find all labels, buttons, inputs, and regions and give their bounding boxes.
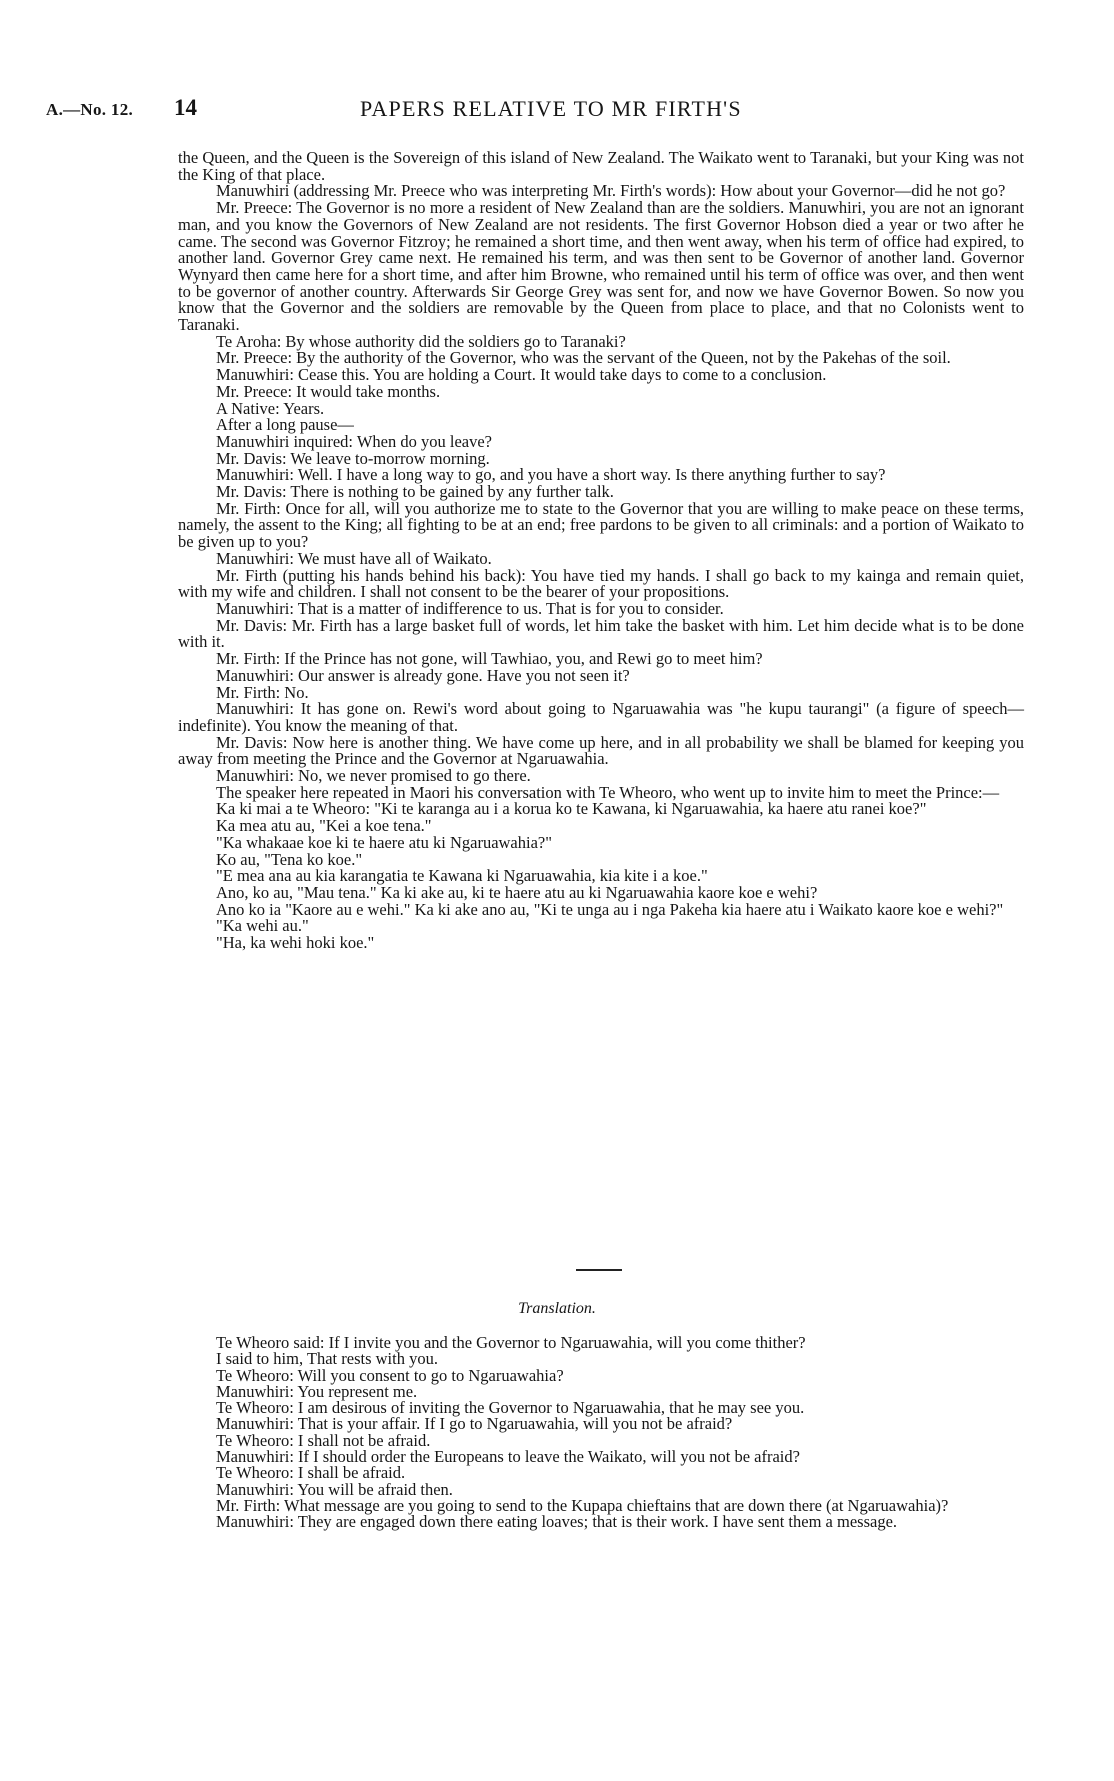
paragraph: Manuwhiri: That is a matter of indifference to us. That is for you to consider. — [216, 598, 724, 618]
paragraph: Manuwhiri: It has gone on. Rewi's word about going to Ngaruawahia was "he kupu taurangi" (a figure of speech—indefinite). You know the meaning of that. — [178, 699, 1024, 735]
paragraph: Ano ko ia "Kaore au e wehi." Ka ki ake ano au, "Ki te unga au i nga Pakeha kia haere atu i Waikato kaore koe e wehi?" — [216, 899, 1004, 919]
translation-paragraph: Te Wheoro: Will you consent to go to Ngaruawahia? — [216, 1365, 564, 1385]
paragraph: the Queen, and the Queen is the Sovereign of this island of New Zealand. The Waikato went to Taranaki, but your King was not the King of that place. — [178, 148, 1024, 184]
paragraph: "Ka whakaae koe ki te haere atu ki Ngaruawahia?" — [216, 832, 552, 852]
paragraph: Manuwhiri: Well. I have a long way to go, and you have a short way. Is there anything further to say? — [216, 465, 886, 485]
paragraph: Manuwhiri (addressing Mr. Preece who was interpreting Mr. Firth's words): How about your Governor—did he not go? — [216, 181, 1006, 201]
paragraph: Manuwhiri: No, we never promised to go there. — [216, 766, 531, 786]
paragraph: Mr. Davis: Now here is another thing. We have come up here, and in all probability we shall be blamed for keeping you away from meeting the Prince and the Governor at Ngaruawahia. — [178, 732, 1024, 769]
translation-paragraph: Mr. Firth: What message are you going to send to the Kupapa chieftains that are down there (at Ngaruawahia)? — [216, 1495, 949, 1515]
translation-paragraph: Te Wheoro: I shall not be afraid. — [216, 1430, 431, 1450]
paragraph: The speaker here repeated in Maori his conversation with Te Wheoro, who went up to invite him to meet the Prince:— — [216, 782, 1000, 802]
paragraph: Mr. Davis: We leave to-morrow morning. — [216, 448, 490, 468]
paragraph: Te Aroha: By whose authority did the soldiers go to Taranaki? — [216, 331, 626, 351]
section-divider — [576, 1269, 622, 1271]
paragraph: Manuwhiri inquired: When do you leave? — [216, 431, 492, 451]
translation-heading: Translation. — [518, 1300, 596, 1317]
paragraph: Mr. Preece: The Governor is no more a resident of New Zealand than are the soldiers. Manuwhiri, you are not an ignorant man, and you know the Governors of New Zealand are not residents. The first Governor Hobson died a year or two after he came. The second was Governor Fitzroy; he remained a short time, and then went away, when his term of office had expired, to another land. Governor Grey came next. He remained his term, and was then sent to be Governor of another land. Governor Wynyard then came here for a short time, and after him Browne, who remained until his term of office was over, and then went to be governor of another country. Afterwards Sir George Grey was sent for, and now we have Governor Bowen. So now you know that the Governor and the soldiers are removable by the Queen from place to place, and that no Colonists went to Taranaki. — [178, 198, 1024, 335]
paragraph: Mr. Firth: No. — [216, 682, 309, 702]
paragraph: Mr. Davis: There is nothing to be gained by any further talk. — [216, 482, 614, 502]
paragraph: Manuwhiri: We must have all of Waikato. — [216, 548, 492, 568]
paragraph: A Native: Years. — [216, 398, 325, 418]
paragraph: Ka ki mai a te Wheoro: "Ki te karanga au i a korua ko te Kawana, ki Ngaruawahia, ka haere atu ranei koe?" — [216, 799, 927, 819]
translation-paragraph: I said to him, That rests with you. — [216, 1349, 438, 1369]
paragraph: "E mea ana au kia karangatia te Kawana ki Ngaruawahia, kia kite i a koe." — [216, 866, 708, 886]
paragraph: Mr. Firth (putting his hands behind his back): You have tied my hands. I shall go back to my kainga and remain quiet, with my wife and children. I shall not consent to be the bearer of your propositions. — [178, 565, 1024, 602]
paragraph: "Ka wehi au." — [216, 916, 309, 936]
paragraph: Mr. Preece: It would take months. — [216, 381, 441, 401]
paragraph: Ko au, "Tena ko koe." — [216, 849, 363, 869]
paragraph: Mr. Preece: By the authority of the Governor, who was the servant of the Queen, not by the Pakehas of the soil. — [216, 348, 951, 368]
paragraph: Mr. Firth: If the Prince has not gone, will Tawhiao, you, and Rewi go to meet him? — [216, 649, 763, 669]
paragraph: After a long pause— — [216, 415, 354, 435]
page-title: PAPERS RELATIVE TO MR FIRTH'S — [360, 96, 742, 121]
page-number: 14 — [174, 95, 197, 120]
translation-paragraph: Manuwhiri: You represent me. — [216, 1381, 418, 1401]
paragraph: Ano, ko au, "Mau tena." Ka ki ake au, ki te haere atu au ki Ngaruawahia kaore koe e wehi? — [216, 882, 818, 902]
paragraph: Manuwhiri: Cease this. You are holding a Court. It would take days to come to a conclusion. — [216, 365, 827, 385]
translation-paragraph: Manuwhiri: You will be afraid then. — [216, 1479, 453, 1499]
translation-paragraph: Manuwhiri: They are engaged down there eating loaves; that is their work. I have sent them a message. — [216, 1512, 898, 1532]
paragraph: Manuwhiri: Our answer is already gone. Have you not seen it? — [216, 665, 630, 685]
paragraph: "Ha, ka wehi hoki koe." — [216, 933, 375, 953]
translation-paragraph: Manuwhiri: If I should order the Europeans to leave the Waikato, will you not be afraid? — [216, 1447, 800, 1467]
translation-paragraph: Te Wheoro: I shall be afraid. — [216, 1463, 406, 1483]
paragraph: Ka mea atu au, "Kei a koe tena." — [216, 816, 432, 836]
document-body — [178, 150, 1024, 952]
paragraph: Mr. Davis: Mr. Firth has a large basket full of words, let him take the basket with him. Let him decide what is to be done with it. — [178, 615, 1024, 652]
paragraph: Mr. Firth: Once for all, will you authorize me to state to the Governor that you are willing to make peace on these terms, namely, the assent to the King; all fighting to be at an end; free pardons to be given to all criminals: and a portion of Waikato to be given up to you? — [178, 498, 1024, 552]
page-header — [0, 96, 1114, 126]
paper-id: A.—No. 12. — [46, 100, 134, 119]
translation-paragraph: Manuwhiri: That is your affair. If I go to Ngaruawahia, will you not be afraid? — [216, 1414, 733, 1434]
translation-paragraph: Te Wheoro said: If I invite you and the Governor to Ngaruawahia, will you come thither? — [216, 1333, 806, 1352]
translation-paragraph: Te Wheoro: I am desirous of inviting the Governor to Ngaruawahia, that he may see you. — [216, 1398, 805, 1418]
translation-body — [178, 1335, 1024, 1531]
